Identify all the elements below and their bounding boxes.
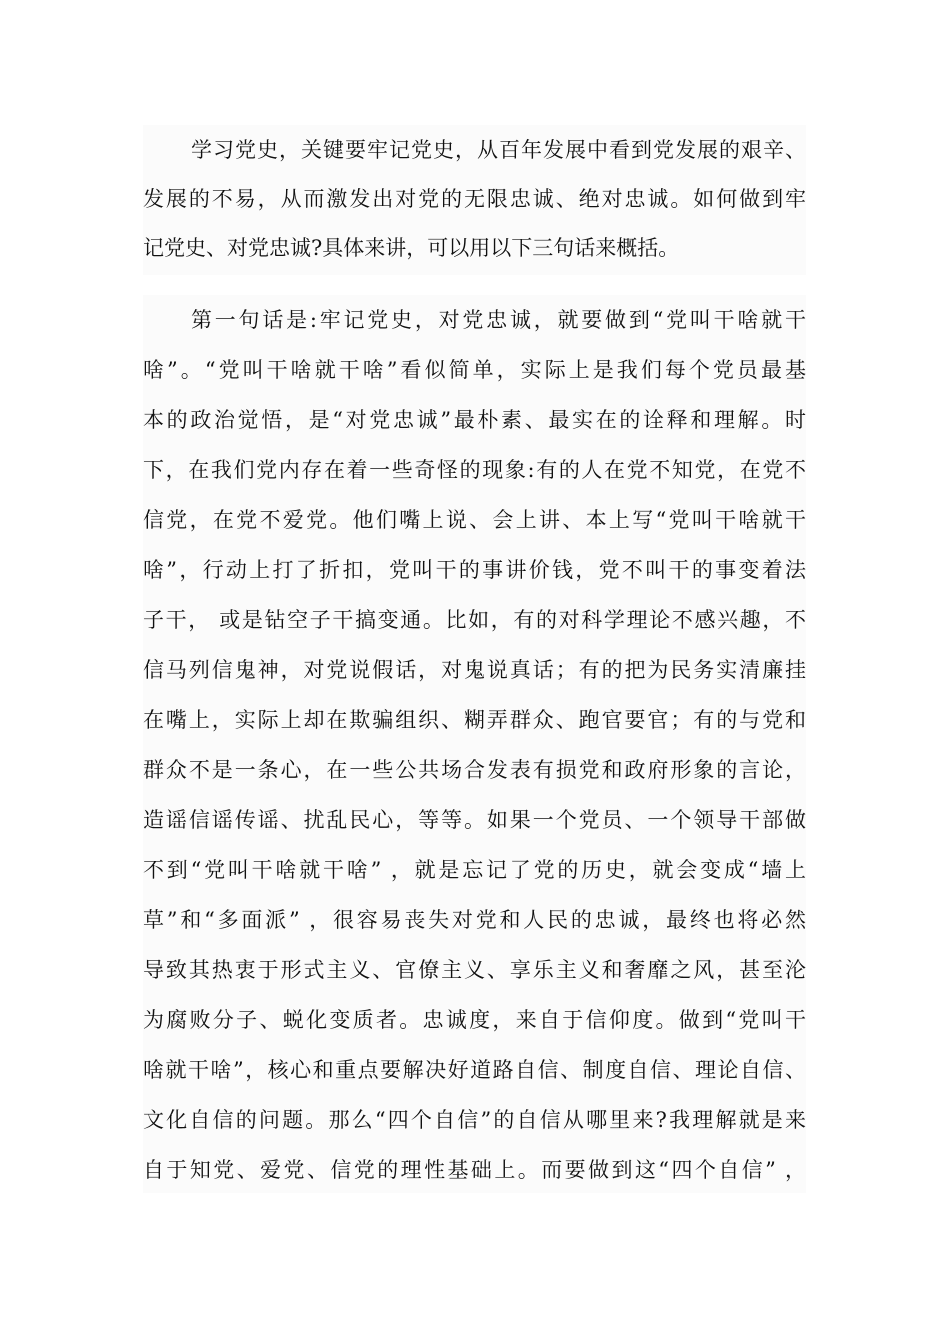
paragraph-2-line: 自于知党、爱党、信党的理性基础上。而要做到这“四个自信” ，: [143, 1158, 806, 1182]
paragraph-2-line: 为腐败分子、蜕化变质者。忠诚度，来自于信仰度。做到“党叫干: [143, 1008, 806, 1032]
paragraph-2-line: 子干， 或是钻空子干搞变通。比如，有的对科学理论不感兴趣，不: [143, 608, 806, 632]
paragraph-2-line: 导致其热衷于形式主义、官僚主义、享乐主义和奢靡之风，甚至沦: [143, 958, 806, 982]
paragraph-2-line: 信党，在党不爱党。他们嘴上说、会上讲、本上写“党叫干啥就干: [143, 508, 806, 532]
paragraph-2-line: 在嘴上，实际上却在欺骗组织、糊弄群众、跑官要官；有的与党和: [143, 708, 806, 732]
paragraph-2-line: 啥就干啥”，核心和重点要解决好道路自信、制度自信、理论自信、: [143, 1058, 806, 1082]
paragraph-2-line: 草”和“多面派” ，很容易丧失对党和人民的忠诚，最终也将必然: [143, 908, 806, 932]
paragraph-2-line: 文化自信的问题。那么“四个自信”的自信从哪里来?我理解就是来: [143, 1108, 806, 1132]
paragraph-1: [143, 125, 806, 275]
paragraph-2-line: 啥”，行动上打了折扣，党叫干的事讲价钱，党不叫干的事变着法: [143, 558, 806, 582]
paragraph-1-line: 记党史、对党忠诚?具体来讲，可以用以下三句话来概括。: [143, 236, 680, 260]
paragraph-2-line: 第一句话是:牢记党史，对党忠诚，就要做到“党叫干啥就干: [191, 308, 806, 332]
paragraph-2: [143, 295, 806, 1193]
paragraph-2-line: 造谣信谣传谣、扰乱民心，等等。如果一个党员、一个领导干部做: [143, 808, 806, 832]
paragraph-2-line: 啥”。“党叫干啥就干啥”看似简单，实际上是我们每个党员最基: [143, 358, 806, 382]
paragraph-2-line: 下，在我们党内存在着一些奇怪的现象:有的人在党不知党，在党不: [143, 458, 806, 482]
paragraph-1-line: 学习党史，关键要牢记党史，从百年发展中看到党发展的艰辛、: [191, 138, 806, 162]
paragraph-1-line: 发展的不易，从而激发出对党的无限忠诚、绝对忠诚。如何做到牢: [143, 187, 806, 211]
paragraph-2-line: 本的政治觉悟，是“对党忠诚”最朴素、最实在的诠释和理解。时: [143, 408, 806, 432]
paragraph-2-line: 不到“党叫干啥就干啥” ，就是忘记了党的历史，就会变成“墙上: [143, 858, 806, 882]
paragraph-2-line: 群众不是一条心，在一些公共场合发表有损党和政府形象的言论，: [143, 758, 806, 782]
paragraph-2-line: 信马列信鬼神，对党说假话，对鬼说真话；有的把为民务实清廉挂: [143, 658, 806, 682]
